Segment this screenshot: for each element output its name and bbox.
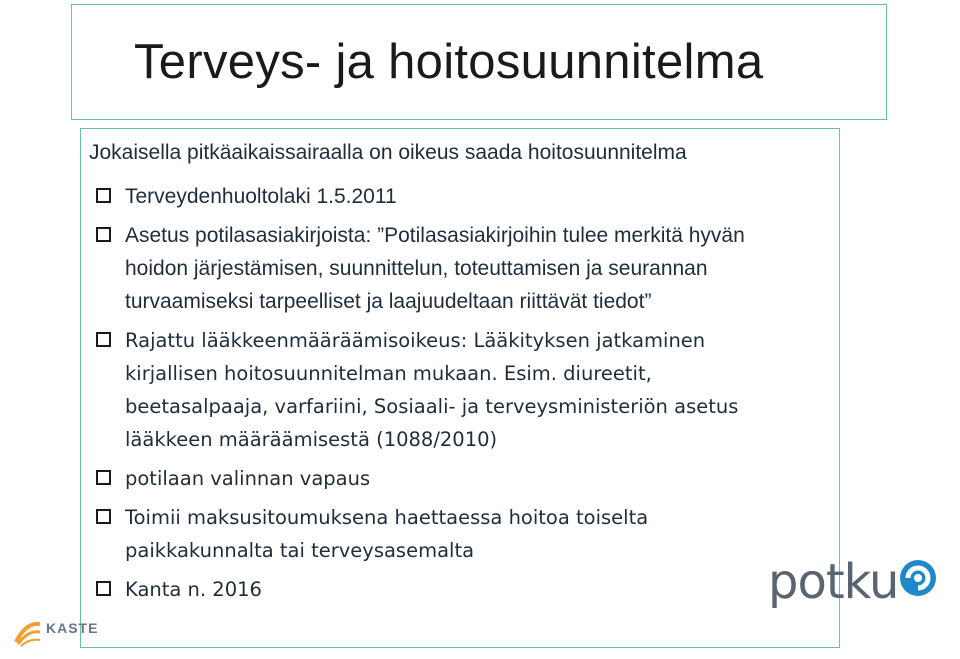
kaste-logo-text: KASTE [46,620,99,636]
bullet-item [96,180,796,213]
bullet-text: Terveydenhuoltolaki 1.5.2011 [125,185,397,208]
kaste-logo [12,612,122,652]
title-box [71,4,887,120]
bullet-item [96,324,796,456]
checkbox-icon [96,227,111,242]
bullet-text: Toimii maksusitoumuksena haettaessa hoitoa toiselta paikkakunnalta tai terveysasemalta [125,506,649,562]
bullet-text: Kanta n. 2016 [125,578,262,601]
slide-title: Terveys- ja hoitosuunnitelma [134,35,764,89]
checkbox-icon [96,332,111,347]
checkbox-icon [96,188,111,203]
intro-text: Jokaisella pitkäaikaissairaalla on oikeus saada hoitosuunnitelma [89,141,687,164]
checkbox-icon [96,470,111,485]
kaste-sun-icon [12,616,44,648]
bullet-item [96,219,796,318]
potku-logo-text: potku [768,554,899,610]
potku-swirl-icon [768,548,944,618]
bullet-text: Rajattu lääkkeenmääräämisoikeus: Lääkityksen jatkaminen kirjallisen hoitosuunnitelman mukaan. Esim. diureetit, beetasalpaaja, varfariini, Sosiaali- ja terveysministeriön asetus lääkkeen määräämisestä (1088/2010) [125,329,739,451]
bullet-item [96,462,796,495]
bullet-text: potilaan valinnan vapaus [125,467,371,490]
bullet-text: Asetus potilasasiakirjoista: ”Potilasasiakirjoihin tulee merkitä hyvän hoidon järjestämisen, suunnittelun, toteuttamisen ja seurannan turvaamiseksi tarpeelliset ja laajuudeltaan riittävät tiedot” [125,224,745,313]
bullet-list [96,180,796,612]
checkbox-icon [96,581,111,596]
checkbox-icon [96,509,111,524]
bullet-item [96,573,796,606]
potku-logo [768,548,944,618]
bullet-item [96,501,796,567]
